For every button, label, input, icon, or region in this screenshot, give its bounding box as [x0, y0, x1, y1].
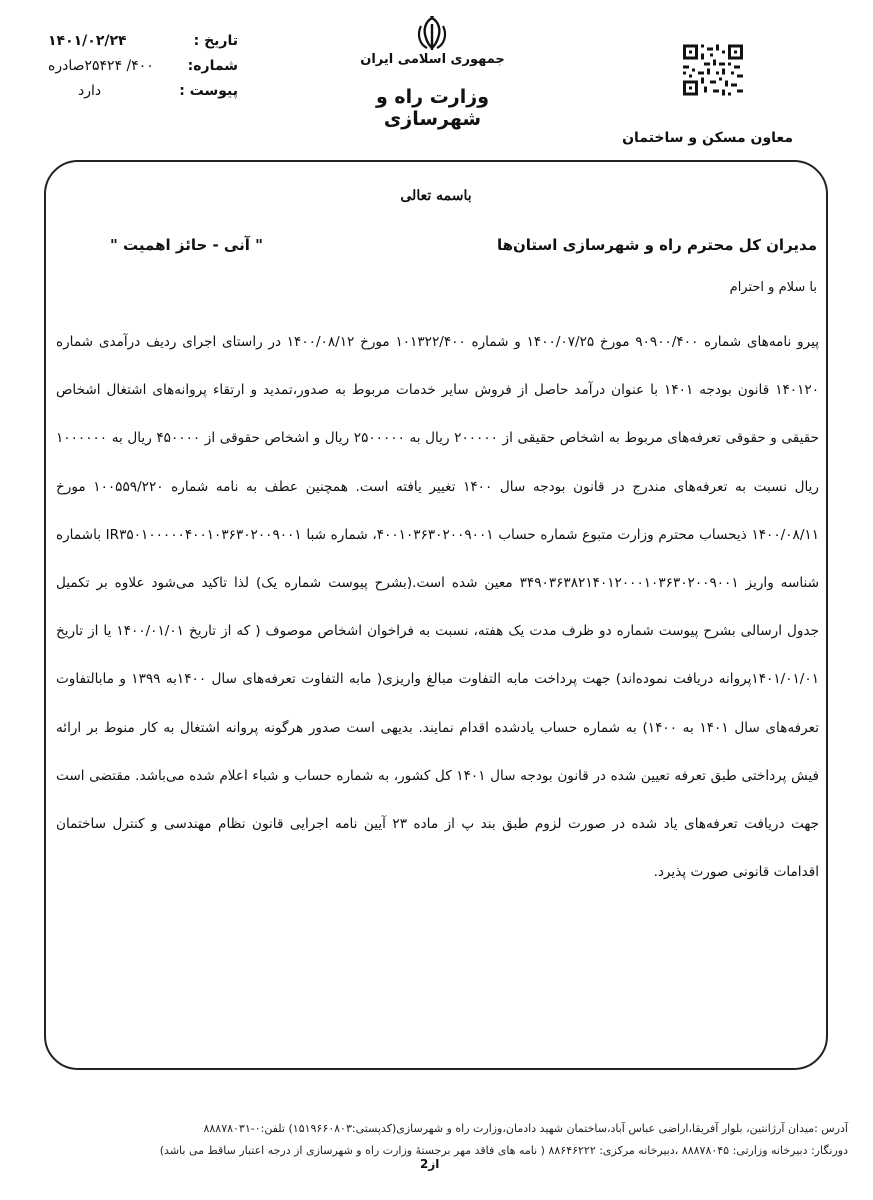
date-row	[48, 28, 238, 53]
attachment-label: پیوست :	[179, 82, 238, 99]
date-label: تاریخ :	[193, 32, 238, 49]
number-label: شماره:	[187, 57, 238, 74]
letter-body: پیرو نامه‌های شماره ۹۰۹۰۰/۴۰۰ مورخ ۱۴۰۰/۰۷/۲۵ و شماره ۱۰۱۳۲۲/۴۰۰ مورخ ۱۴۰۰/۰۸/۱۲ در راستای اجرای ردیف درآمدی شماره ۱۴۰۱۲۰ قانون بودجه ۱۴۰۱ با عنوان درآمد حاصل از فروش سایر خدمات مربوط به صدور،تمدید و ارتقاء پروانه‌های اشتغال اشخاص حقیقی و حقوقی تعرفه‌های مربوط به اشخاص حقیقی از ۲۰۰۰۰۰ ریال به ۲۵۰۰۰۰۰ ریال و اشخاص حقوقی از ۴۵۰۰۰۰ ریال به ۱۰۰۰۰۰۰ ریال نسبت به تعرفه‌های مندرج در قانون بودجه سال ۱۴۰۰ تغییر یافته است. همچنین عطف به نامه شماره ۱۰۰۵۵۹/۲۲۰ مورخ ۱۴۰۰/۰۸/۱۱ ذیحساب محترم وزارت متبوع شماره حساب ۴۰۰۱۰۳۶۳۰۲۰۰۹۰۰۱، شماره شبا IR۳۵۰۱۰۰۰۰۰۴۰۰۱۰۳۶۳۰۲۰۰۹۰۰۱ باشماره شناسه واریز ۳۴۹۰۳۶۳۸۲۱۴۰۱۲۰۰۰۱۰۳۶۳۰۲۰۰۹۰۰۱ معین شده است.(بشرح پیوست شماره یک) لذا تاکید می‌شود علاوه بر تکمیل جدول ارسالی بشرح پیوست شماره دو ظرف مدت یک هفته، نسبت به فراخوان اشخاص موصوف ( که از تاریخ ۱۴۰۰/۰۱/۰۱ یا از تاریخ ۱۴۰۱/۰۱/۰۱پروانه دریافت نموده‌اند) جهت پرداخت مابه التفاوت مبالغ واریزی( مابه التفاوت تعرفه‌های سال ۱۴۰۰به ۱۳۹۹ و مابالتفاوت تعرفه‌های سال ۱۴۰۱ به ۱۴۰۰) به شماره حساب یادشده اقدام نمایند. بدیهی است صدور هرگونه پروانه اشتغال به کار منوط بر ارائه فیش پرداختی طبق تعرفه تعیین شده در قانون بودجه سال ۱۴۰۱ کل کشور، به شماره حساب و شباء اعلام شده می‌باشد. مقتضی است جهت دریافت تعرفه‌های یاد شده در صورت لزوم طبق بند پ از ماده ۲۳ آیین نامه اجرایی قانون نظام مهندسی و کنترل ساختمان اقدامات قانونی صورت پذیرد.	[56, 334, 820, 881]
footer-fax: دورنگار: دبیرخانه وزارتی: ۸۸۸۷۸۰۴۵ ،دبیرخانه مرکزی: ۸۸۶۴۶۲۲۲ ( نامه های فاقد مهر برجستهٔ وزارت راه و شهرسازی از درجه اعتبار ساقط می باشد)	[159, 1144, 848, 1157]
date-value: ۱۴۰۱/۰۲/۲۴	[48, 32, 127, 49]
recipients-line: مدیران کل محترم راه و شهرسازی استان‌ها	[496, 236, 817, 254]
attachment-value: دارد	[78, 82, 102, 99]
deputy-title: معاون مسکن و ساختمان	[622, 130, 793, 146]
page-number: از2	[420, 1157, 440, 1171]
attachment-row	[48, 78, 238, 103]
greeting: با سلام و احترام	[729, 280, 817, 295]
letter-meta	[48, 28, 238, 103]
qr-code-icon	[683, 44, 743, 96]
basmala: باسمه تعالی	[400, 188, 472, 204]
footer-address: آدرس :میدان آرژانتین، بلوار آفریقا،اراضی عباس آباد،ساختمان شهید دادمان،وزارت راه و شهرسازی(کدپستی:۱۵۱۹۶۶۰۸۰۳) تلفن:۰-۸۸۸۷۸۰۳۱	[203, 1122, 848, 1135]
number-row	[48, 53, 238, 78]
urgency-tag: " آنی - حائز اهمیت "	[110, 236, 263, 254]
number-value: ۴۰۰/ ۲۵۴۲۴صادره	[48, 57, 154, 74]
republic-title: جمهوری اسلامی ایران	[360, 52, 505, 67]
ministry-title: وزارت راه و شهرسازی	[376, 86, 489, 130]
iran-emblem-icon	[415, 14, 449, 54]
